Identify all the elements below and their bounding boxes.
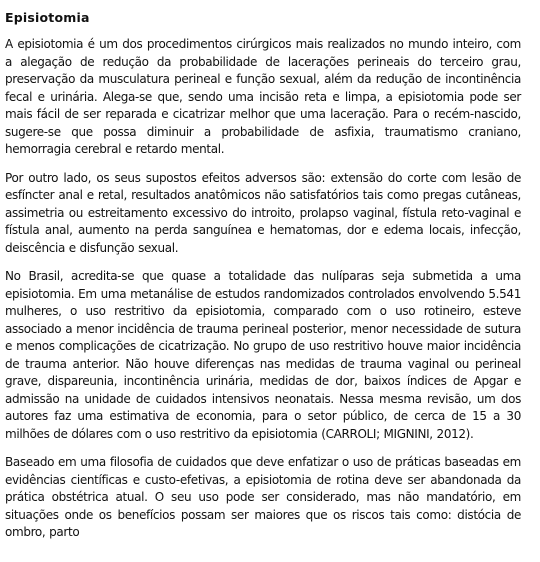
paragraph-1: A episiotomia é um dos procedimentos cirúrgicos mais realizados no mundo inteiro, com a alegação de redução da probabilidade de lacerações perineais do terceiro grau, preservação da musculatura perineal e função sexual, além da redução de incontinência fecal e urinária. Alega-se que, sendo uma incisão reta e limpa, a episiotomia pode ser mais fácil de ser reparada e cicatrizar melhor que uma laceração. Para o recém-nascido, sugere-se que possa diminuir a probabilidade de asfixia, traumatismo craniano, hemorragia cerebral e retardo mental. xyxy=(5,37,521,156)
paragraph-3: No Brasil, acredita-se que quase a totalidade das nulíparas seja submetida a uma episiotomia. Em uma metanálise de estudos randomizados controlados envolvendo 5.541 mulheres, o uso restritivo da episiotomia, comparado com o uso rotineiro, esteve associado a menor incidência de trauma perineal posterior, menor necessidade de sutura e menos complicações de cicatrização. No grupo de uso restritivo houve maior incidência de trauma anterior. Não houve diferenças nas medidas de trauma vaginal ou perineal grave, dispareunia, incontinência urinária, medidas de dor, baixos índices de Apgar e admissão na unidade de cuidados intensivos neonatais. Nessa mesma revisão, um dos autores faz uma estimativa de economia, para o setor público, de cerca de 15 a 30 milhões de dólares com o uso restritivo da episiotomia (CARROLI; MIGNINI, 2012). xyxy=(5,269,521,441)
section-heading: Episiotomia xyxy=(5,10,90,25)
document-page xyxy=(5,9,521,553)
paragraph-2: Por outro lado, os seus supostos efeitos adversos são: extensão do corte com lesão de esfíncter anal e retal, resultados anatômicos não satisfatórios tais como pregas cutâneas, assimetria ou estreitamento excessivo do introito, prolapso vaginal, fístula reto-vaginal e fístula anal, aumento na perda sanguínea e hematomas, dor e edema locais, infecção, deiscência e disfunção sexual. xyxy=(5,170,521,255)
paragraph-4: Baseado em uma filosofia de cuidados que deve enfatizar o uso de práticas baseadas em evidências científicas e custo-efetivas, a episiotomia de rotina deve ser abandonada da prática obstétrica atual. O seu uso pode ser considerado, mas não mandatório, em situações onde os benefícios possam ser maiores que os riscos tais como: distócia de ombro, parto xyxy=(5,455,521,539)
